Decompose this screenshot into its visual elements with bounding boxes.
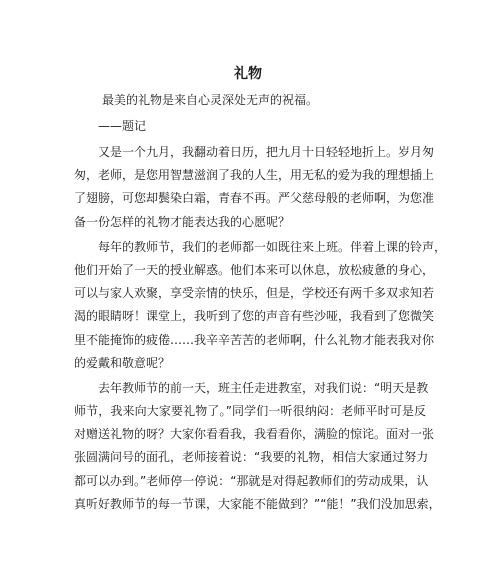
paragraph-line: 每年的教师节，我们的老师都一如既往来上班。伴着上课的铃声， (98, 239, 447, 254)
paragraph-line: 了翅膀，可您却鬓染白霜，青春不再。严父慈母般的老师啊，为您准 (74, 191, 435, 206)
paragraph-line: 里不能掩饰的疲倦……我辛辛苦苦的老师啊，什么礼物才能表我对你 (74, 332, 435, 347)
paragraph-2 (74, 236, 447, 375)
paragraph-line: 张圆满问号的面孔，老师接着说：“我要的礼物，相信大家通过努力 (74, 450, 429, 465)
paragraph-line: 他们开始了一天的授业解惑。他们本来可以休息，放松疲惫的身心， (74, 262, 435, 277)
paragraph-line: 可以与家人欢聚，享受亲情的快乐，但是，学校还有两千多双求知若 (74, 286, 435, 301)
paragraph-line: 渴的眼睛呀！课堂上，我听到了您的声音有些沙哑，我看到了您微笑 (74, 309, 435, 324)
paragraph-line: 都可以办到。”老师停一停说：“那就是对得起教师们的劳动成果，认 (74, 473, 429, 488)
paragraph-line: 师节，我来向大家要礼物了。”同学们一听很纳闷：老师平时可是反 (74, 404, 426, 419)
document-title: 礼物 (234, 66, 262, 82)
paragraph-line: 又是一个九月，我翻动着日历，把九月十日轻轻地折上。岁月匆 (98, 145, 435, 159)
paragraph-line: 匆，老师，是您用智慧滋润了我的人生，用无私的爱为我的理想插上 (74, 168, 435, 183)
document-body (74, 141, 447, 518)
dedication-line: ——题记 (98, 119, 147, 133)
paragraph-line: 对赠送礼物的呀？大家你看看我，我看看你，满脸的惊诧。面对一张 (74, 427, 435, 442)
paragraph-3 (74, 377, 441, 516)
paragraph-line: 去年教师节的前一天，班主任走进教室，对我们说：“明天是教 (98, 380, 429, 395)
paragraph-line: 备一份怎样的礼物才能表达我的心愿呢？ (74, 214, 291, 229)
document-subtitle: 最美的礼物是来自心灵深处无声的祝福。 (102, 93, 319, 107)
paragraph-line: 的爱戴和敬意呢？ (74, 355, 171, 370)
paragraph-1 (74, 141, 435, 234)
paragraph-line: 真听好教师节的每一节课，大家能不能做到？”“能！”我们没加思索， (74, 496, 441, 511)
